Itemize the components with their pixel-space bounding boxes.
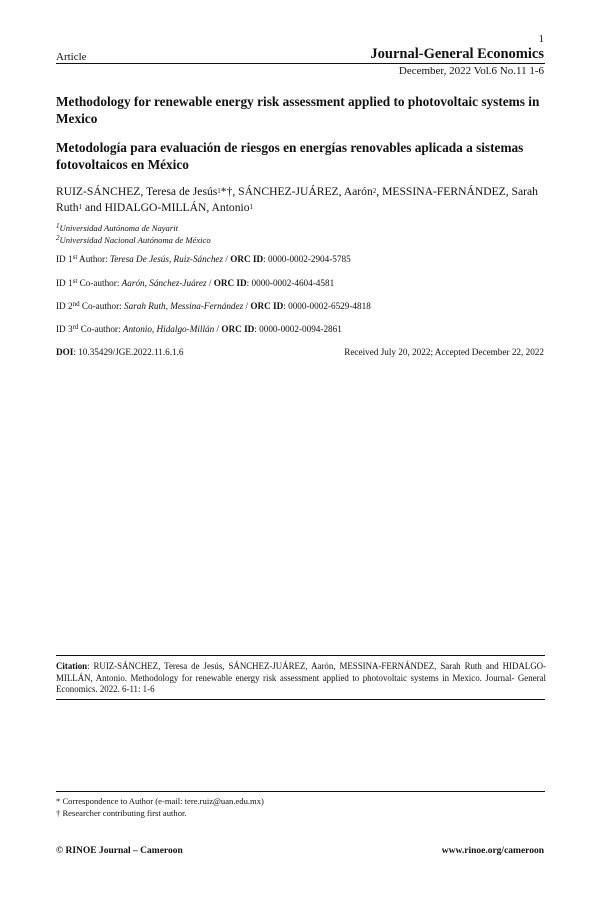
title-spanish: Metodología para evaluación de riesgos en energías renovables aplicada a sistemas fotovoltaicos en México	[56, 140, 524, 172]
id-name: Antonio, Hidalgo-Millán	[122, 324, 215, 334]
doi-value: : 10.35429/JGE.2022.11.6.1.6	[73, 347, 184, 357]
author-3: MESSINA-FERNÁNDEZ, Sarah Ruth	[56, 185, 538, 214]
id-ordinal: st	[72, 277, 78, 285]
id-role: Co-author:	[78, 324, 123, 334]
page-number: 1	[538, 33, 544, 45]
author-1-affiliation: 1	[217, 187, 221, 195]
affiliation-2	[56, 235, 211, 245]
id-line-coauthor-1: ID 1st Co-author: Aarón, Sánchez-Juárez / ORC ID: 0000-0002-4604-4581	[56, 277, 335, 288]
id-prefix: ID 1	[56, 254, 73, 264]
author-2: SÁNCHEZ-JUÁREZ, Aarón	[238, 185, 373, 198]
id-name: Sarah Ruth, Messina-Fernández	[124, 301, 244, 311]
footer-website[interactable]: www.rinoe.org/cameroon	[441, 846, 544, 856]
author-and: and	[84, 201, 102, 214]
doi-label: DOI	[56, 347, 74, 357]
id-name: Teresa De Jesús, Ruiz-Sánchez	[109, 254, 224, 264]
author-4: HIDALGO-MILLÁN, Antonio	[104, 201, 250, 214]
issue-info: December, 2022 Vol.6 No.11 1-6	[398, 65, 544, 77]
affiliation-1-name: Universidad Autónoma de Nayarit	[59, 223, 178, 233]
orcid-label: ORC ID	[213, 278, 247, 288]
affiliation-2-name: Universidad Nacional Autónoma de México	[59, 235, 211, 245]
citation-text: : RUIZ-SÁNCHEZ, Teresa de Jesús, SÁNCHEZ-JUÁREZ, Aarón, MESSINA-FERNÁNDEZ, Sarah Ruth and HIDALGO-MILLÁN, Antonio. Methodology for renewable energy risk assessment applied to photovoltaic systems in Mexico. Journal- General Economics. 2022. 6-11: 1-6	[56, 661, 546, 695]
id-ordinal: nd	[72, 300, 80, 308]
id-ordinal: st	[72, 253, 78, 261]
orcid-value: : 0000-0002-2904-5785	[263, 254, 351, 264]
author-2-affiliation: 2	[372, 187, 377, 195]
id-role: Author:	[77, 254, 110, 264]
id-prefix: ID 1	[56, 278, 73, 288]
id-prefix: ID 3	[56, 324, 73, 334]
affiliation-1-mark: 1	[56, 222, 60, 230]
author-1: RUIZ-SÁNCHEZ, Teresa de Jesús	[56, 185, 218, 198]
article-label: Article	[56, 51, 87, 63]
id-name: Aarón, Sánchez-Juárez	[121, 278, 207, 288]
orcid-label: ORC ID	[230, 254, 264, 264]
id-ordinal: rd	[72, 323, 79, 331]
citation-block	[56, 661, 546, 696]
footnote-rule	[56, 791, 545, 792]
id-line-coauthor-2: ID 2nd Co-author: Sarah Ruth, Messina-Fernández / ORC ID: 0000-0002-6529-4818	[56, 300, 371, 311]
footer-copyright: © RINOE Journal – Cameroon	[56, 846, 183, 856]
header-rule	[56, 63, 545, 64]
author-3-affiliation: 1	[78, 203, 83, 211]
id-line-coauthor-3: ID 3rd Co-author: Antonio, Hidalgo-Millán / ORC ID: 0000-0002-0094-2861	[56, 323, 342, 334]
footnote-correspondence: * Correspondence to Author (e-mail: tere.ruiz@uan.edu.mx)	[56, 796, 264, 806]
id-prefix: ID 2	[56, 301, 73, 311]
id-role: Co-author:	[77, 278, 122, 288]
author-1-symbols: *†	[220, 185, 233, 198]
orcid-value: : 0000-0002-0094-2861	[254, 324, 342, 334]
citation-bottom-rule	[56, 699, 545, 700]
affiliation-2-mark: 2	[56, 234, 60, 242]
title-english: Methodology for renewable energy risk assessment applied to photovoltaic systems in Mexico	[56, 94, 540, 126]
author-list: RUIZ-SÁNCHEZ, Teresa de Jesús$^1$*†, SÁNCHEZ-JUÁREZ, Aarón$^2$, MESSINA-FERNÁNDEZ, Sarah Ruth$^1$ and HIDALGO-MILLÁN, Antonio$^1$	[56, 185, 538, 214]
footnote-researcher: † Researcher contributing first author.	[56, 808, 187, 818]
id-role: Co-author:	[79, 301, 124, 311]
orcid-label: ORC ID	[250, 301, 284, 311]
citation-label: Citation	[56, 661, 88, 671]
received-dates: Received July 20, 2022; Accepted December 22, 2022	[344, 347, 544, 357]
orcid-value: : 0000-0002-4604-4581	[246, 278, 335, 288]
doi	[56, 347, 184, 357]
orcid-label: ORC ID	[221, 324, 255, 334]
citation-top-rule	[56, 655, 545, 656]
author-4-affiliation: 1	[249, 203, 254, 211]
orcid-value: : 0000-0002-6529-4818	[283, 301, 371, 311]
journal-name: Journal-General Economics	[370, 46, 544, 62]
id-line-author: ID 1st Author: Teresa De Jesús, Ruiz-Sánchez / ORC ID: 0000-0002-2904-5785	[56, 253, 351, 264]
affiliation-1	[56, 223, 178, 233]
